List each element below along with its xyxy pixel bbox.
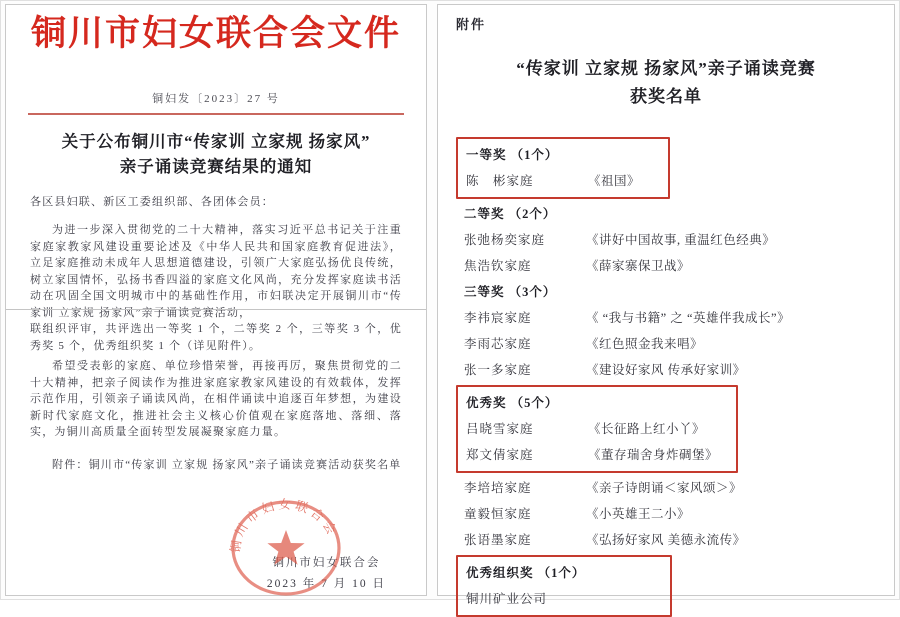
award-work-title: 《弘扬好家风 美德永流传》 xyxy=(586,533,746,548)
award-work-title: 《红色照金我来唱》 xyxy=(586,337,704,352)
award-row xyxy=(466,416,730,442)
attachment-note-text: 铜川市“传家训 立家规 扬家风”亲子诵读竞赛活动获奖名单 xyxy=(88,458,402,471)
award-family-name: 郑文倩家庭 xyxy=(466,448,534,463)
award-row xyxy=(464,253,864,279)
award-row xyxy=(464,475,864,501)
attachment-note-label: 附件： xyxy=(52,458,89,471)
award-family-name: 李培培家庭 xyxy=(464,481,532,496)
award-section-heading: 二等奖 （2个） xyxy=(464,207,557,222)
award-work-title: 《长征路上红小丫》 xyxy=(588,422,706,437)
award-row xyxy=(466,586,664,612)
award-row xyxy=(464,357,864,383)
award-family-name: 铜川矿业公司 xyxy=(466,592,548,607)
award-family-name: 吕晓雪家庭 xyxy=(466,422,534,437)
winners-list-title xyxy=(450,55,882,111)
highlight-red-box xyxy=(456,555,672,617)
attachment-label: 附件 xyxy=(456,17,487,32)
attachment-page xyxy=(437,4,895,607)
award-section-heading: 优秀奖 （5个） xyxy=(466,396,559,411)
attachment-note xyxy=(30,457,402,474)
winners-title-line2: 获奖名单 xyxy=(630,87,702,107)
award-family-name: 童毅恒家庭 xyxy=(464,507,532,522)
award-row xyxy=(464,227,864,253)
award-work-title: 《亲子诗朗诵＜家风颂＞》 xyxy=(586,481,743,496)
seal-arc-text: 铜川市妇女联合会 xyxy=(228,497,341,554)
award-section xyxy=(464,201,864,279)
award-work-title: 《 “我与书籍” 之 “英雄伴我成长”》 xyxy=(586,311,791,326)
notice-title-line2: 亲子诵读竞赛结果的通知 xyxy=(119,157,313,177)
notice-paragraph-2: 联组织评审，共评选出一等奖 1 个，二等奖 2 个，三等奖 3 个，优秀奖 5 个，优秀组织奖 1 个（详见附件）。 xyxy=(30,323,402,352)
document-number: 铜妇发〔2023〕27 号 xyxy=(152,92,280,105)
award-row xyxy=(464,527,864,553)
signature-org: 铜川市妇女联合会 xyxy=(272,557,381,569)
award-section xyxy=(464,137,864,199)
award-work-title: 《祖国》 xyxy=(588,174,641,189)
notice-paragraph-1: 为进一步深入贯彻党的二十大精神，落实习近平总书记关于注重家庭家教家风建设重要论述及《中华人民共和国家庭教育促进法》，立足家庭推动未成年人思想道德建设，引领广大家庭弘扬优良传统，树立家国情怀，弘扬书香四溢的家庭文化风尚，充分发挥家庭读书活动在巩固全国文明城市中的基础性作用，市妇联决定开展铜川市“传家训 立家规 扬家风”亲子诵读竞赛活动， xyxy=(30,224,402,319)
award-section-heading: 一等奖 （1个） xyxy=(466,148,559,163)
notice-paragraph-3: 希望受表彰的家庭、单位珍惜荣誉，再接再厉，聚焦贯彻党的二十大精神，把亲子阅读作为推进家庭家教家风建设的有效载体，发挥示范作用，引领亲子诵读风尚，在相伴诵读中追逐百年梦想，为建设新时代家庭文化，推进社会主义核心价值观在家庭落地、落细、落实，为铜川高质量全面转型发展凝聚家庭力量。 xyxy=(30,360,402,438)
award-work-title: 《讲好中国故事, 重温红色经典》 xyxy=(586,233,776,248)
red-letterhead-title: 铜川市妇女联合会文件 xyxy=(30,14,401,53)
award-list xyxy=(464,137,864,617)
signature-date: 2023 年 7 月 10 日 xyxy=(266,578,386,590)
salutation: 各区县妇联、新区工委组织部、各团体会员： xyxy=(30,195,274,208)
award-row xyxy=(466,168,662,194)
award-section-heading: 优秀组织奖 （1个） xyxy=(466,566,586,581)
award-work-title: 《小英雄王二小》 xyxy=(586,507,691,522)
winners-title-line1: “传家训 立家规 扬家风”亲子诵读竞赛 xyxy=(516,59,816,78)
notice-page xyxy=(5,4,427,596)
highlight-red-box xyxy=(456,137,670,199)
award-family-name: 张弛杨奕家庭 xyxy=(464,233,546,248)
award-section xyxy=(464,279,864,383)
award-family-name: 陈 彬家庭 xyxy=(466,174,534,189)
award-work-title xyxy=(588,586,664,612)
scan-stitch-divider xyxy=(6,309,426,310)
award-row xyxy=(466,442,730,468)
award-family-name: 李雨芯家庭 xyxy=(464,337,532,352)
award-row xyxy=(464,501,864,527)
letterhead-rule xyxy=(28,113,404,115)
notice-page2-block xyxy=(6,317,426,474)
award-row xyxy=(464,305,864,331)
award-family-name: 焦浩钦家庭 xyxy=(464,259,532,274)
award-family-name: 李祎宸家庭 xyxy=(464,311,532,326)
highlight-red-box xyxy=(456,385,738,473)
award-section-heading: 三等奖 （3个） xyxy=(464,285,557,300)
award-work-title: 《建设好家风 传承好家训》 xyxy=(586,363,746,378)
notice-title-line1: 关于公布铜川市“传家训 立家规 扬家风” xyxy=(61,131,371,151)
official-seal xyxy=(228,497,344,599)
seal-star xyxy=(267,530,304,565)
award-row xyxy=(464,331,864,357)
award-work-title: 《薛家寨保卫战》 xyxy=(586,259,691,274)
award-section xyxy=(464,385,864,553)
award-work-title: 《董存瑞舍身炸碉堡》 xyxy=(588,448,719,463)
award-family-name: 张一多家庭 xyxy=(464,363,532,378)
notice-title xyxy=(24,129,408,180)
award-section xyxy=(464,555,864,617)
award-family-name: 张语墨家庭 xyxy=(464,533,532,548)
